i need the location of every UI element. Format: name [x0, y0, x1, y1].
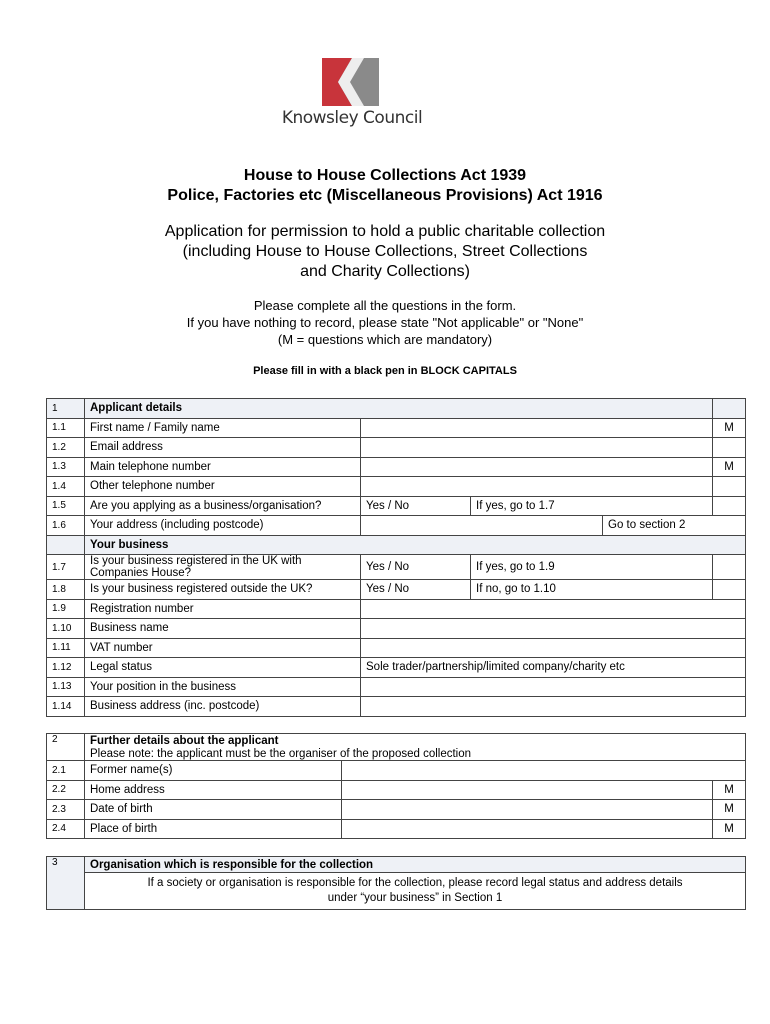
question-number: 1.5 [47, 496, 85, 516]
question-number: 2.4 [47, 819, 85, 839]
table-row [47, 580, 746, 600]
former-names-field[interactable] [342, 761, 746, 781]
question-label: Registration number [85, 599, 361, 619]
date-of-birth-field[interactable] [342, 800, 713, 820]
table-row [47, 599, 746, 619]
question-label: Is your business registered outside the UK? [85, 580, 361, 600]
address-field[interactable] [361, 516, 603, 536]
routing-hint: Go to section 2 [603, 516, 746, 536]
question-number: 1.8 [47, 580, 85, 600]
position-field[interactable] [361, 677, 746, 697]
registration-number-field[interactable] [361, 599, 746, 619]
email-field[interactable] [361, 438, 713, 458]
table-row [47, 457, 746, 477]
section-instruction-row [47, 873, 746, 910]
table-row [47, 780, 746, 800]
question-label: Home address [85, 780, 342, 800]
question-label: Former name(s) [85, 761, 342, 781]
application-title-3: and Charity Collections) [300, 263, 470, 280]
mandatory-flag: M [713, 457, 746, 477]
instruction-line-3: (M = questions which are mandatory) [277, 332, 493, 347]
routing-hint: If yes, go to 1.9 [471, 555, 713, 580]
question-number: 1.11 [47, 638, 85, 658]
question-number: 1.1 [47, 418, 85, 438]
table-row [47, 619, 746, 639]
instruction-line: If a society or organisation is responsible for the collection, please record legal status and address details [147, 877, 683, 889]
table-row [47, 496, 746, 516]
question-label: Are you applying as a business/organisation? [85, 496, 361, 516]
question-label: Your address (including postcode) [85, 516, 361, 536]
question-label: Email address [85, 438, 361, 458]
application-title-1: Application for permission to hold a public charitable collection [164, 223, 606, 240]
routing-hint: If no, go to 1.10 [471, 580, 713, 600]
question-number: 1.14 [47, 697, 85, 717]
table-row [47, 677, 746, 697]
mandatory-flag: M [713, 780, 746, 800]
table-row [47, 658, 746, 678]
section-number: 3 [47, 857, 85, 910]
instruction-line: under “your business” in Section 1 [327, 892, 503, 904]
knowsley-logo-icon [322, 58, 379, 106]
section-1-table [46, 398, 746, 717]
fill-instruction: Please fill in with a black pen in BLOCK CAPITALS [253, 365, 517, 377]
section-3-header [47, 857, 746, 873]
table-row [47, 438, 746, 458]
routing-hint: If yes, go to 1.7 [471, 496, 713, 516]
vat-number-field[interactable] [361, 638, 746, 658]
question-number: 1.6 [47, 516, 85, 536]
section-number: 2 [47, 734, 85, 761]
act-title-1: House to House Collections Act 1939 [243, 167, 527, 184]
section-3-table [46, 856, 746, 910]
section-title: Organisation which is responsible for the collection [85, 857, 746, 873]
question-label: Your position in the business [85, 677, 361, 697]
section-subheader [47, 535, 746, 555]
question-label: Is your business registered in the UK with Companies House? [85, 555, 361, 580]
section-title: Applicant details [85, 399, 713, 419]
question-label: Other telephone number [85, 477, 361, 497]
question-number: 1.12 [47, 658, 85, 678]
legal-status-field[interactable]: Sole trader/partnership/limited company/charity etc [361, 658, 746, 678]
question-number: 1.10 [47, 619, 85, 639]
yes-no-option[interactable]: Yes / No [361, 555, 471, 580]
question-number: 1.7 [47, 555, 85, 580]
table-row [47, 477, 746, 497]
question-number: 2.2 [47, 780, 85, 800]
act-title-2: Police, Factories etc (Miscellaneous Provisions) Act 1916 [167, 187, 603, 204]
question-label: Business address (inc. postcode) [85, 697, 361, 717]
main-telephone-field[interactable] [361, 457, 713, 477]
yes-no-option[interactable]: Yes / No [361, 496, 471, 516]
table-row [47, 761, 746, 781]
place-of-birth-field[interactable] [342, 819, 713, 839]
table-row [47, 638, 746, 658]
section-1-header [47, 399, 746, 419]
yes-no-option[interactable]: Yes / No [361, 580, 471, 600]
section-title: Further details about the applicant [85, 734, 746, 748]
instruction-line-2: If you have nothing to record, please state "Not applicable" or "None" [186, 315, 584, 330]
section-instruction [85, 873, 746, 910]
logo-text: Knowsley Council [281, 108, 423, 128]
subsection-title: Your business [85, 535, 746, 555]
question-label: Business name [85, 619, 361, 639]
question-number: 1.13 [47, 677, 85, 697]
instruction-line-1: Please complete all the questions in the form. [253, 298, 517, 313]
table-row [47, 555, 746, 580]
question-label: First name / Family name [85, 418, 361, 438]
section-2-table [46, 733, 746, 839]
application-title-2: (including House to House Collections, Street Collections [182, 243, 588, 260]
business-name-field[interactable] [361, 619, 746, 639]
section-note-row [47, 747, 746, 761]
section-number: 1 [47, 399, 85, 419]
question-label: Main telephone number [85, 457, 361, 477]
mandatory-flag: M [713, 800, 746, 820]
table-row [47, 800, 746, 820]
question-number: 1.4 [47, 477, 85, 497]
section-note: Please note: the applicant must be the organiser of the proposed collection [85, 747, 746, 761]
question-label: Legal status [85, 658, 361, 678]
question-number: 2.1 [47, 761, 85, 781]
section-2-header [47, 734, 746, 748]
question-label: Place of birth [85, 819, 342, 839]
home-address-field[interactable] [342, 780, 713, 800]
question-number: 1.2 [47, 438, 85, 458]
other-telephone-field[interactable] [361, 477, 713, 497]
table-row [47, 418, 746, 438]
question-number: 2.3 [47, 800, 85, 820]
question-label: VAT number [85, 638, 361, 658]
question-number: 1.3 [47, 457, 85, 477]
mandatory-flag: M [713, 418, 746, 438]
table-row [47, 516, 746, 536]
table-row [47, 819, 746, 839]
table-row [47, 697, 746, 717]
mandatory-flag: M [713, 819, 746, 839]
first-family-name-field[interactable] [361, 418, 713, 438]
question-label: Date of birth [85, 800, 342, 820]
business-address-field[interactable] [361, 697, 746, 717]
question-number: 1.9 [47, 599, 85, 619]
